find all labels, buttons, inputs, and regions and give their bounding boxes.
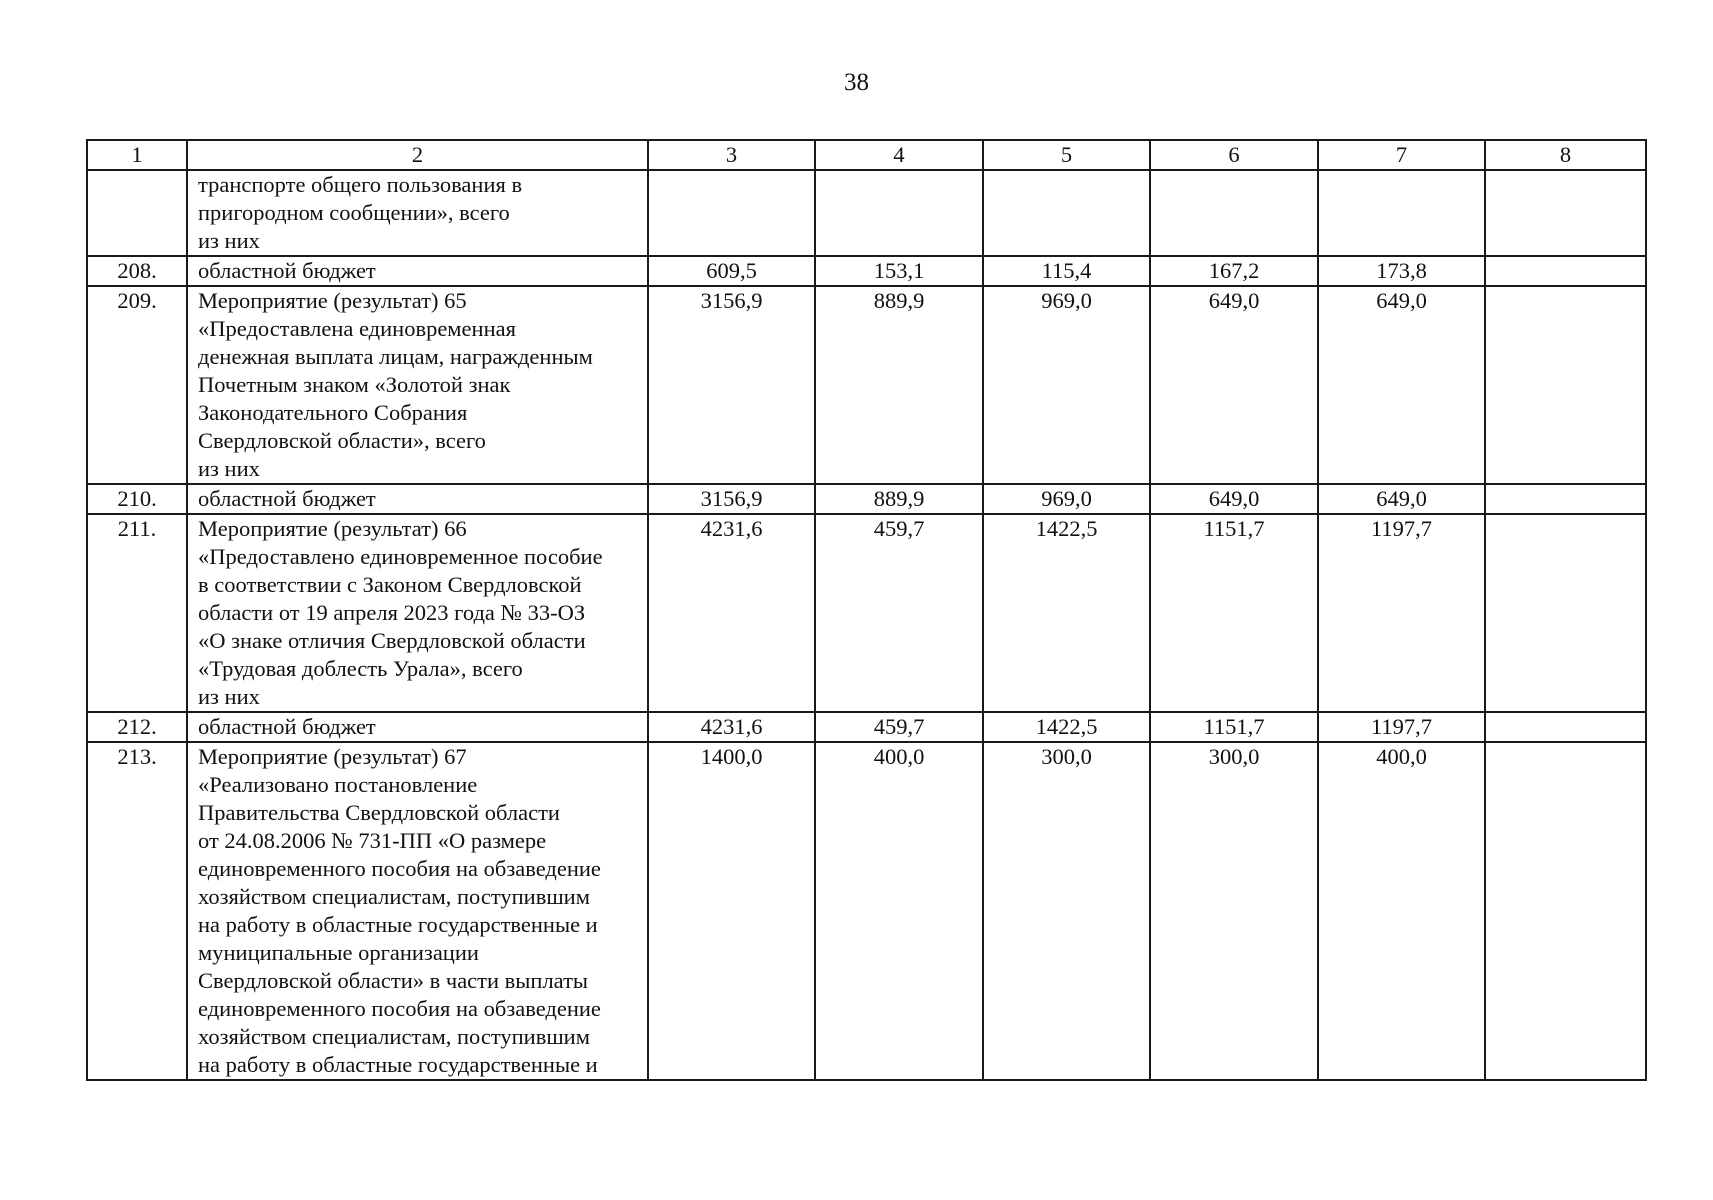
row-number: 212. — [87, 712, 187, 742]
value-col-3: 609,5 — [648, 256, 815, 286]
row-description: Мероприятие (результат) 67 «Реализовано постановление Правительства Свердловской области от 24.08.2006 № 731-ПП «О размере единовременного пособия на обзаведение хозяйством специалистам, поступившим на работу в областные государственные и муниципальные организации Свердловской области» в части выплаты единовременного пособия на обзаведение хозяйством специалистам, поступившим на работу в областные государственные и — [187, 742, 648, 1080]
page-number: 38 — [844, 69, 869, 96]
table-row — [87, 170, 1646, 256]
value-col-4: 153,1 — [815, 256, 983, 286]
table-row — [87, 286, 1646, 484]
value-col-5: 115,4 — [983, 256, 1150, 286]
value-col-7: 400,0 — [1318, 742, 1485, 1080]
value-col-7: 1197,7 — [1318, 514, 1485, 712]
row-description: областной бюджет — [187, 712, 648, 742]
value-col-6: 649,0 — [1150, 286, 1318, 484]
value-col-6 — [1150, 170, 1318, 256]
table-row — [87, 712, 1646, 742]
column-header: 1 — [87, 140, 187, 170]
value-col-5: 969,0 — [983, 286, 1150, 484]
value-col-7: 173,8 — [1318, 256, 1485, 286]
value-col-6: 1151,7 — [1150, 712, 1318, 742]
value-col-5: 1422,5 — [983, 514, 1150, 712]
value-col-5 — [983, 170, 1150, 256]
budget-table — [86, 139, 1647, 1081]
value-col-8 — [1485, 514, 1646, 712]
row-number: 208. — [87, 256, 187, 286]
row-number: 210. — [87, 484, 187, 514]
value-col-3: 4231,6 — [648, 712, 815, 742]
row-number: 209. — [87, 286, 187, 484]
value-col-8 — [1485, 484, 1646, 514]
value-col-3: 4231,6 — [648, 514, 815, 712]
value-col-8 — [1485, 256, 1646, 286]
value-col-7: 649,0 — [1318, 484, 1485, 514]
column-header: 8 — [1485, 140, 1646, 170]
row-number: 213. — [87, 742, 187, 1080]
value-col-4: 459,7 — [815, 514, 983, 712]
column-header: 6 — [1150, 140, 1318, 170]
value-col-3 — [648, 170, 815, 256]
column-header: 3 — [648, 140, 815, 170]
column-header: 2 — [187, 140, 648, 170]
row-description: транспорте общего пользования в пригородном сообщении», всего из них — [187, 170, 648, 256]
table-row — [87, 484, 1646, 514]
row-number — [87, 170, 187, 256]
value-col-6: 167,2 — [1150, 256, 1318, 286]
value-col-4: 889,9 — [815, 484, 983, 514]
column-header: 4 — [815, 140, 983, 170]
row-description: областной бюджет — [187, 484, 648, 514]
value-col-5: 300,0 — [983, 742, 1150, 1080]
value-col-8 — [1485, 170, 1646, 256]
value-col-7: 649,0 — [1318, 286, 1485, 484]
value-col-4: 400,0 — [815, 742, 983, 1080]
value-col-7: 1197,7 — [1318, 712, 1485, 742]
value-col-6: 1151,7 — [1150, 514, 1318, 712]
value-col-4: 889,9 — [815, 286, 983, 484]
value-col-5: 969,0 — [983, 484, 1150, 514]
row-description: Мероприятие (результат) 66 «Предоставлено единовременное пособие в соответствии с Законом Свердловской области от 19 апреля 2023 года № 33-ОЗ «О знаке отличия Свердловской области «Трудовая доблесть Урала», всего из них — [187, 514, 648, 712]
value-col-6: 649,0 — [1150, 484, 1318, 514]
row-description: Мероприятие (результат) 65 «Предоставлена единовременная денежная выплата лицам, награжденным Почетным знаком «Золотой знак Законодательного Собрания Свердловской области», всего из них — [187, 286, 648, 484]
table-row — [87, 256, 1646, 286]
value-col-5: 1422,5 — [983, 712, 1150, 742]
row-number: 211. — [87, 514, 187, 712]
value-col-3: 1400,0 — [648, 742, 815, 1080]
table-row — [87, 742, 1646, 1080]
column-header: 5 — [983, 140, 1150, 170]
column-header: 7 — [1318, 140, 1485, 170]
table-row — [87, 514, 1646, 712]
value-col-6: 300,0 — [1150, 742, 1318, 1080]
value-col-8 — [1485, 742, 1646, 1080]
value-col-4: 459,7 — [815, 712, 983, 742]
value-col-8 — [1485, 712, 1646, 742]
value-col-3: 3156,9 — [648, 286, 815, 484]
value-col-8 — [1485, 286, 1646, 484]
value-col-7 — [1318, 170, 1485, 256]
value-col-4 — [815, 170, 983, 256]
value-col-3: 3156,9 — [648, 484, 815, 514]
row-description: областной бюджет — [187, 256, 648, 286]
column-number-row — [87, 140, 1646, 170]
